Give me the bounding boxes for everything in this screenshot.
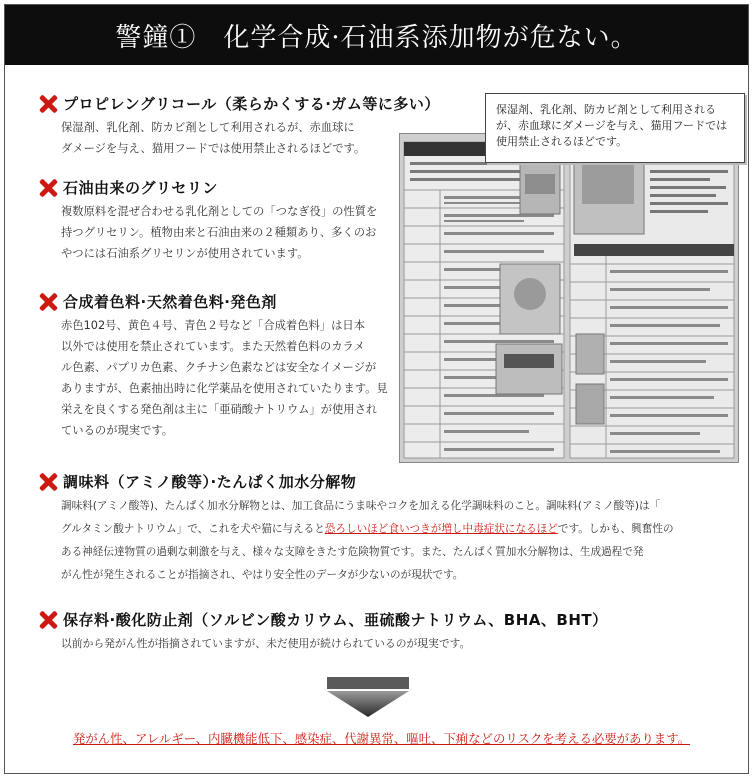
section-heading: 保存料·酸化防止剤（ソルビン酸カリウム、亜硫酸ナトリウム、BHA、BHT） <box>39 609 608 630</box>
section-body <box>39 117 440 159</box>
section-line: やつには石油系グリセリンが使用されています。 <box>61 247 309 260</box>
x-mark-icon <box>39 611 57 629</box>
page-title-banner <box>5 5 748 65</box>
document-frame <box>4 4 749 774</box>
section-propylene-glycol <box>39 93 440 159</box>
section-line: 調味料(アミノ酸等)、たんぱく加水分解物とは、加工食品にうま味やコクを加える化学調味料のこと。調味料(アミノ酸等)は「 <box>61 500 661 512</box>
section-body <box>39 633 608 654</box>
x-mark-icon <box>39 179 57 197</box>
callout-text: 保湿剤、乳化剤、防カビ剤として利用されるが、赤血球にダメージを与え、猫用フードでは使用禁止されるほどです。 <box>496 103 728 148</box>
catalog-photo-graphic <box>400 134 738 462</box>
x-mark-icon <box>39 95 57 113</box>
section-heading: プロピレングリコール（柔らかくする·ガム等に多い） <box>39 93 440 114</box>
highlight-text: 恐ろしいほど食いつきが増し中毒症状になるほど <box>324 523 558 535</box>
section-heading: 合成着色料·天然着色料·発色剤 <box>39 291 388 312</box>
section-colorants <box>39 291 388 441</box>
section-line: 複数原料を混ぜ合わせる乳化剤としての「つなぎ役」の性質を <box>61 205 378 218</box>
section-line: がん性が発生されることが指摘され、やはり安全性のデータが少ないのが現状です。 <box>61 569 464 581</box>
section-line: グルタミン酸ナトリウム」で、これを犬や猫に与えると恐ろしいほど食いつきが増し中毒症状になるほどです。しかも、興奮性の <box>61 523 674 535</box>
page-title: 警鐘① 化学合成·石油系添加物が危ない。 <box>115 22 638 53</box>
section-line: ありますが、色素抽出時に化学薬品を使用されていたります。見 <box>61 382 388 395</box>
section-heading: 調味料（アミノ酸等）·たんぱく加水分解物 <box>39 471 739 492</box>
x-mark-icon <box>39 473 57 491</box>
x-mark-icon <box>39 293 57 311</box>
section-body <box>39 201 377 264</box>
section-body <box>39 315 388 441</box>
section-seasonings <box>39 471 739 587</box>
section-line: 以前から発がん性が指摘されていますが、未だ使用が続けられているのが現実です。 <box>61 637 471 650</box>
catalog-photo <box>399 133 739 463</box>
section-line: 栄えを良くする発色剤は主に「亜硝酸ナトリウム」が使用され <box>61 403 378 416</box>
section-line: ているのが現実です。 <box>61 424 174 437</box>
section-heading: 石油由来のグリセリン <box>39 177 377 198</box>
section-line: ル色素、パプリカ色素、クチナシ色素などは安全なイメージが <box>61 361 377 374</box>
callout-box <box>485 93 745 163</box>
section-line: 持つグリセリン。植物由来と石油由来の２種類あり、多くのお <box>61 226 377 239</box>
section-petroleum-glycerin <box>39 177 377 264</box>
section-line: 赤色102号、黄色４号、青色２号など「合成着色料」は日本 <box>61 319 365 332</box>
section-line: 保湿剤、乳化剤、防カビ剤として利用されるが、赤血球に <box>61 121 355 134</box>
conclusion-text: 発がん性、アレルギー、内臓機能低下、感染症、代謝異常、嘔吐、下痢などのリスクを考える必要があります。 <box>73 731 690 746</box>
section-body <box>39 495 739 587</box>
section-line: ある神経伝達物質の過剰な刺激を与え、様々な支障をきたす危険物質です。また、たんぱく質加水分解物は、生成過程で発 <box>61 546 644 558</box>
section-line: 以外では使用を禁止されています。また天然着色料のカラメ <box>61 340 365 353</box>
section-line: ダメージを与え、猫用フードでは使用禁止されるほどです。 <box>61 142 366 155</box>
section-preservatives <box>39 609 608 654</box>
down-arrow-icon <box>327 677 409 717</box>
